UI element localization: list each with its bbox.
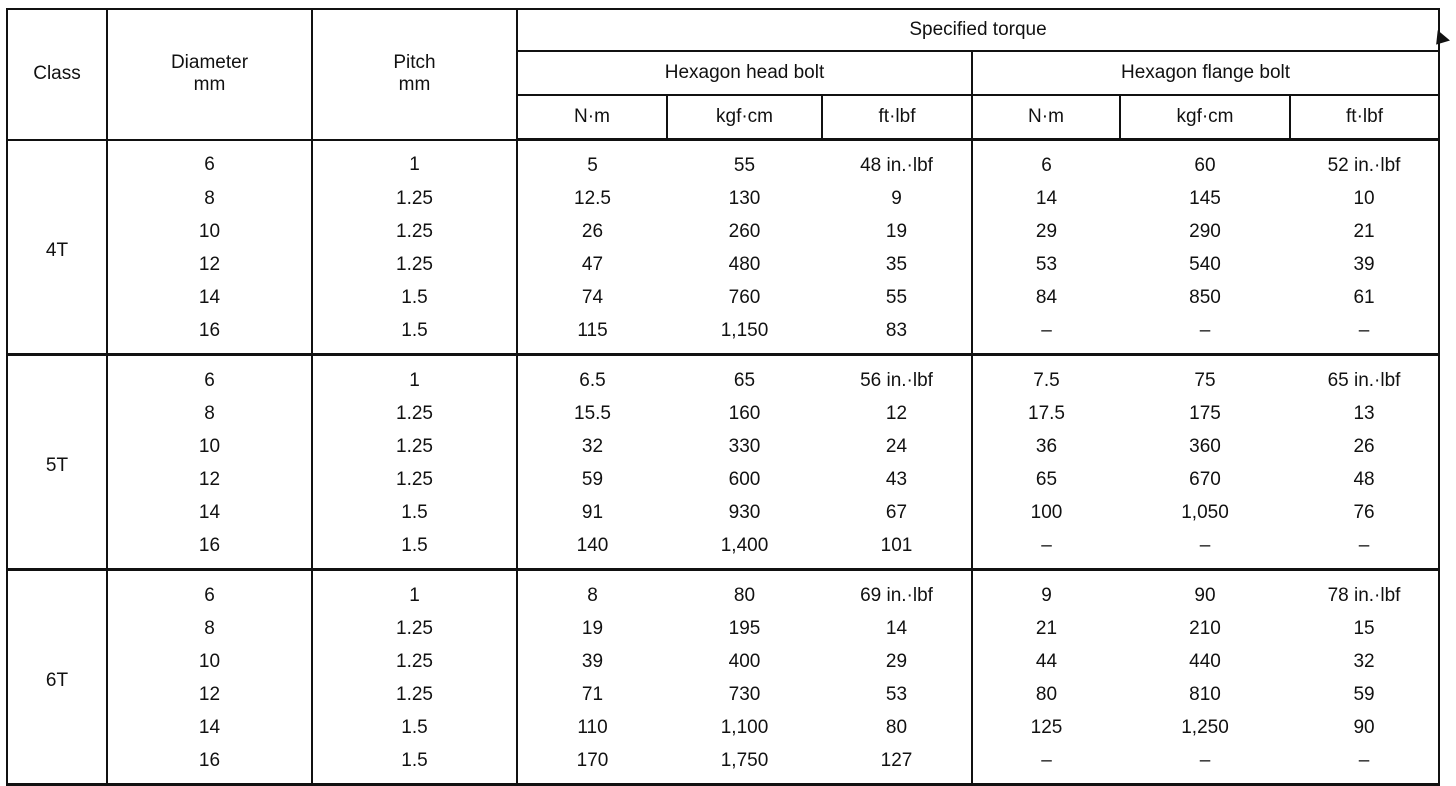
flange-kgfcm-cell: 1,050: [1181, 501, 1229, 523]
head-nm-cell: 71: [517, 678, 667, 711]
class-group: [7, 570, 1439, 785]
head-ftlbf-cell: 55: [822, 281, 972, 314]
head-ftlbf-cell: 9: [822, 182, 972, 215]
head-kgfcm-cell: 55: [733, 154, 756, 176]
diameter-cell: 12: [107, 248, 312, 281]
head-kgfcm-cell: 480: [728, 253, 761, 275]
diameter-cell: 6: [107, 570, 312, 613]
head-nm-cell: 47: [517, 248, 667, 281]
flange-ftlbf-cell: 78 in.·lbf: [1290, 570, 1439, 613]
flange-kgfcm-cell: 850: [1189, 286, 1221, 308]
head-kgfcm-cell: 1,150: [667, 314, 822, 355]
flange-nm-cell: –: [972, 314, 1120, 355]
head-nm-cell: 74: [517, 281, 667, 314]
flange-nm-cell: 53: [972, 248, 1120, 281]
head-ftlbf-cell: 43: [822, 463, 972, 496]
head-kgfcm-cell: 260: [728, 220, 761, 242]
pitch-cell: 1.25: [312, 463, 517, 496]
pitch-cell: 1.25: [312, 397, 517, 430]
class-cell: 4T: [7, 140, 107, 355]
diameter-cell: 16: [107, 744, 312, 785]
unit-head-nm: N·m: [517, 95, 667, 140]
flange-ftlbf-cell: 15: [1290, 612, 1439, 645]
flange-ftlbf-cell: 13: [1290, 397, 1439, 430]
flange-kgfcm-cell: 670: [1189, 468, 1221, 490]
table-row: [7, 140, 1439, 183]
head-kgfcm-cell: 195: [728, 617, 761, 639]
flange-kgfcm-cell: 145: [1189, 187, 1221, 209]
table-row: [7, 248, 1439, 281]
head-nm-cell: 39: [517, 645, 667, 678]
flange-kgfcm-cell: 175: [1189, 402, 1221, 424]
diameter-cell: 12: [107, 463, 312, 496]
head-ftlbf-cell: 35: [822, 248, 972, 281]
table-row: [7, 678, 1439, 711]
flange-kgfcm-cell: 810: [1189, 683, 1221, 705]
head-nm-cell: 5: [517, 140, 667, 183]
flange-ftlbf-cell: 32: [1290, 645, 1439, 678]
pitch-cell: 1: [312, 355, 517, 398]
diameter-cell: 8: [107, 612, 312, 645]
flange-kgfcm-cell: 1,250: [1181, 716, 1229, 738]
table-row: [7, 281, 1439, 314]
pitch-cell: 1.25: [312, 182, 517, 215]
diameter-cell: 10: [107, 215, 312, 248]
flange-nm-cell: 44: [972, 645, 1120, 678]
flange-ftlbf-cell: 10: [1290, 182, 1439, 215]
pitch-cell: 1.25: [312, 678, 517, 711]
head-ftlbf-cell: 19: [822, 215, 972, 248]
pitch-cell: 1.5: [312, 711, 517, 744]
pitch-cell: 1.25: [312, 612, 517, 645]
flange-ftlbf-cell: –: [1290, 314, 1439, 355]
flange-kgfcm-cell: 440: [1189, 650, 1221, 672]
head-nm-cell: 140: [517, 529, 667, 570]
diameter-cell: 6: [107, 355, 312, 398]
unit-flange-nm: N·m: [972, 95, 1120, 140]
flange-kgfcm-cell: 60: [1194, 154, 1216, 176]
flange-kgfcm-cell: –: [1120, 744, 1290, 785]
flange-nm-cell: 100: [972, 496, 1120, 529]
diameter-cell: 10: [107, 645, 312, 678]
flange-ftlbf-cell: 39: [1290, 248, 1439, 281]
head-ftlbf-cell: 48 in.·lbf: [822, 140, 972, 183]
unit-head-kgfcm: kgf·cm: [667, 95, 822, 140]
head-ftlbf-cell: 67: [822, 496, 972, 529]
diameter-cell: 12: [107, 678, 312, 711]
flange-nm-cell: 65: [972, 463, 1120, 496]
table-row: [7, 570, 1439, 613]
head-ftlbf-cell: 101: [822, 529, 972, 570]
flange-kgfcm-cell: 210: [1189, 617, 1221, 639]
flange-kgfcm-cell: 360: [1189, 435, 1221, 457]
head-ftlbf-cell: 56 in.·lbf: [822, 355, 972, 398]
flange-nm-cell: 14: [972, 182, 1120, 215]
table-row: [7, 215, 1439, 248]
flange-ftlbf-cell: 26: [1290, 430, 1439, 463]
pitch-cell: 1: [312, 140, 517, 183]
flange-ftlbf-cell: –: [1290, 529, 1439, 570]
head-nm-cell: 26: [517, 215, 667, 248]
head-kgfcm-cell: 130: [728, 187, 761, 209]
flange-ftlbf-cell: 21: [1290, 215, 1439, 248]
head-ftlbf-cell: 127: [822, 744, 972, 785]
class-group: [7, 355, 1439, 570]
head-kgfcm-cell: 65: [733, 369, 756, 391]
pitch-cell: 1.25: [312, 645, 517, 678]
head-nm-cell: 110: [517, 711, 667, 744]
head-kgfcm-cell: 160: [728, 402, 761, 424]
diameter-cell: 8: [107, 182, 312, 215]
torque-spec-table: [6, 8, 1440, 786]
head-kgfcm-cell: 760: [728, 286, 761, 308]
flange-ftlbf-cell: 65 in.·lbf: [1290, 355, 1439, 398]
head-ftlbf-cell: 80: [822, 711, 972, 744]
head-ftlbf-cell: 14: [822, 612, 972, 645]
flange-nm-cell: 9: [972, 570, 1120, 613]
pitch-cell: 1: [312, 570, 517, 613]
unit-head-ftlbf: ft·lbf: [822, 95, 972, 140]
table-row: [7, 744, 1439, 785]
head-ftlbf-cell: 29: [822, 645, 972, 678]
head-kgfcm-cell: 1,400: [667, 529, 822, 570]
diameter-cell: 14: [107, 281, 312, 314]
table-header: [7, 9, 1439, 140]
head-nm-cell: 6.5: [517, 355, 667, 398]
flange-kgfcm-cell: –: [1120, 529, 1290, 570]
flange-nm-cell: 17.5: [972, 397, 1120, 430]
table-row: [7, 397, 1439, 430]
diameter-cell: 14: [107, 711, 312, 744]
flange-nm-cell: 36: [972, 430, 1120, 463]
unit-flange-ftlbf: ft·lbf: [1290, 95, 1439, 140]
flange-nm-cell: 125: [972, 711, 1120, 744]
diameter-cell: 6: [107, 140, 312, 183]
diameter-cell: 16: [107, 529, 312, 570]
table-row: [7, 430, 1439, 463]
flange-kgfcm-cell: 90: [1194, 584, 1216, 606]
head-kgfcm-cell: 1,100: [720, 716, 769, 738]
diameter-cell: 14: [107, 496, 312, 529]
head-nm-cell: 115: [517, 314, 667, 355]
head-kgfcm-cell: 80: [733, 584, 756, 606]
flange-ftlbf-cell: 59: [1290, 678, 1439, 711]
header-hexagon-head-bolt: Hexagon head bolt: [517, 51, 972, 95]
flange-nm-cell: 29: [972, 215, 1120, 248]
header-diameter: Diameter mm: [107, 9, 312, 140]
head-kgfcm-cell: 1,750: [667, 744, 822, 785]
flange-ftlbf-cell: 61: [1290, 281, 1439, 314]
flange-nm-cell: 7.5: [972, 355, 1120, 398]
head-nm-cell: 12.5: [517, 182, 667, 215]
table-row: [7, 711, 1439, 744]
pitch-cell: 1.5: [312, 281, 517, 314]
table-row: [7, 463, 1439, 496]
flange-kgfcm-cell: 75: [1194, 369, 1216, 391]
pitch-cell: 1.5: [312, 496, 517, 529]
head-kgfcm-cell: 400: [728, 650, 761, 672]
diameter-cell: 8: [107, 397, 312, 430]
flange-nm-cell: 80: [972, 678, 1120, 711]
flange-kgfcm-cell: –: [1120, 314, 1290, 355]
table-row: [7, 355, 1439, 398]
head-nm-cell: 19: [517, 612, 667, 645]
table-row: [7, 314, 1439, 355]
flange-kgfcm-cell: 290: [1189, 220, 1221, 242]
flange-nm-cell: –: [972, 744, 1120, 785]
flange-ftlbf-cell: 52 in.·lbf: [1290, 140, 1439, 183]
head-kgfcm-cell: 730: [728, 683, 761, 705]
head-ftlbf-cell: 83: [822, 314, 972, 355]
flange-nm-cell: 6: [972, 140, 1120, 183]
head-ftlbf-cell: 69 in.·lbf: [822, 570, 972, 613]
class-cell: 5T: [7, 355, 107, 570]
header-specified-torque: Specified torque: [517, 9, 1439, 51]
head-ftlbf-cell: 12: [822, 397, 972, 430]
pitch-cell: 1.25: [312, 430, 517, 463]
head-kgfcm-cell: 330: [728, 435, 761, 457]
table-row: [7, 529, 1439, 570]
flange-nm-cell: 84: [972, 281, 1120, 314]
flange-kgfcm-cell: 540: [1189, 253, 1221, 275]
head-nm-cell: 91: [517, 496, 667, 529]
pitch-cell: 1.5: [312, 314, 517, 355]
diameter-cell: 16: [107, 314, 312, 355]
header-pitch: Pitch mm: [312, 9, 517, 140]
head-nm-cell: 15.5: [517, 397, 667, 430]
table-row: [7, 182, 1439, 215]
header-hexagon-flange-bolt: Hexagon flange bolt: [972, 51, 1439, 95]
table-row: [7, 612, 1439, 645]
flange-nm-cell: 21: [972, 612, 1120, 645]
diameter-cell: 10: [107, 430, 312, 463]
flange-ftlbf-cell: 76: [1290, 496, 1439, 529]
head-nm-cell: 170: [517, 744, 667, 785]
table-row: [7, 645, 1439, 678]
table-row: [7, 496, 1439, 529]
pitch-cell: 1.25: [312, 215, 517, 248]
pitch-cell: 1.5: [312, 744, 517, 785]
class-group: [7, 140, 1439, 355]
head-ftlbf-cell: 53: [822, 678, 972, 711]
pitch-cell: 1.25: [312, 248, 517, 281]
head-nm-cell: 8: [517, 570, 667, 613]
head-kgfcm-cell: 930: [728, 501, 761, 523]
class-cell: 6T: [7, 570, 107, 785]
unit-flange-kgfcm: kgf·cm: [1120, 95, 1290, 140]
head-nm-cell: 32: [517, 430, 667, 463]
flange-nm-cell: –: [972, 529, 1120, 570]
flange-ftlbf-cell: 90: [1290, 711, 1439, 744]
head-kgfcm-cell: 600: [728, 468, 761, 490]
flange-ftlbf-cell: 48: [1290, 463, 1439, 496]
flange-ftlbf-cell: –: [1290, 744, 1439, 785]
head-ftlbf-cell: 24: [822, 430, 972, 463]
head-nm-cell: 59: [517, 463, 667, 496]
pitch-cell: 1.5: [312, 529, 517, 570]
header-class: Class: [7, 9, 107, 140]
